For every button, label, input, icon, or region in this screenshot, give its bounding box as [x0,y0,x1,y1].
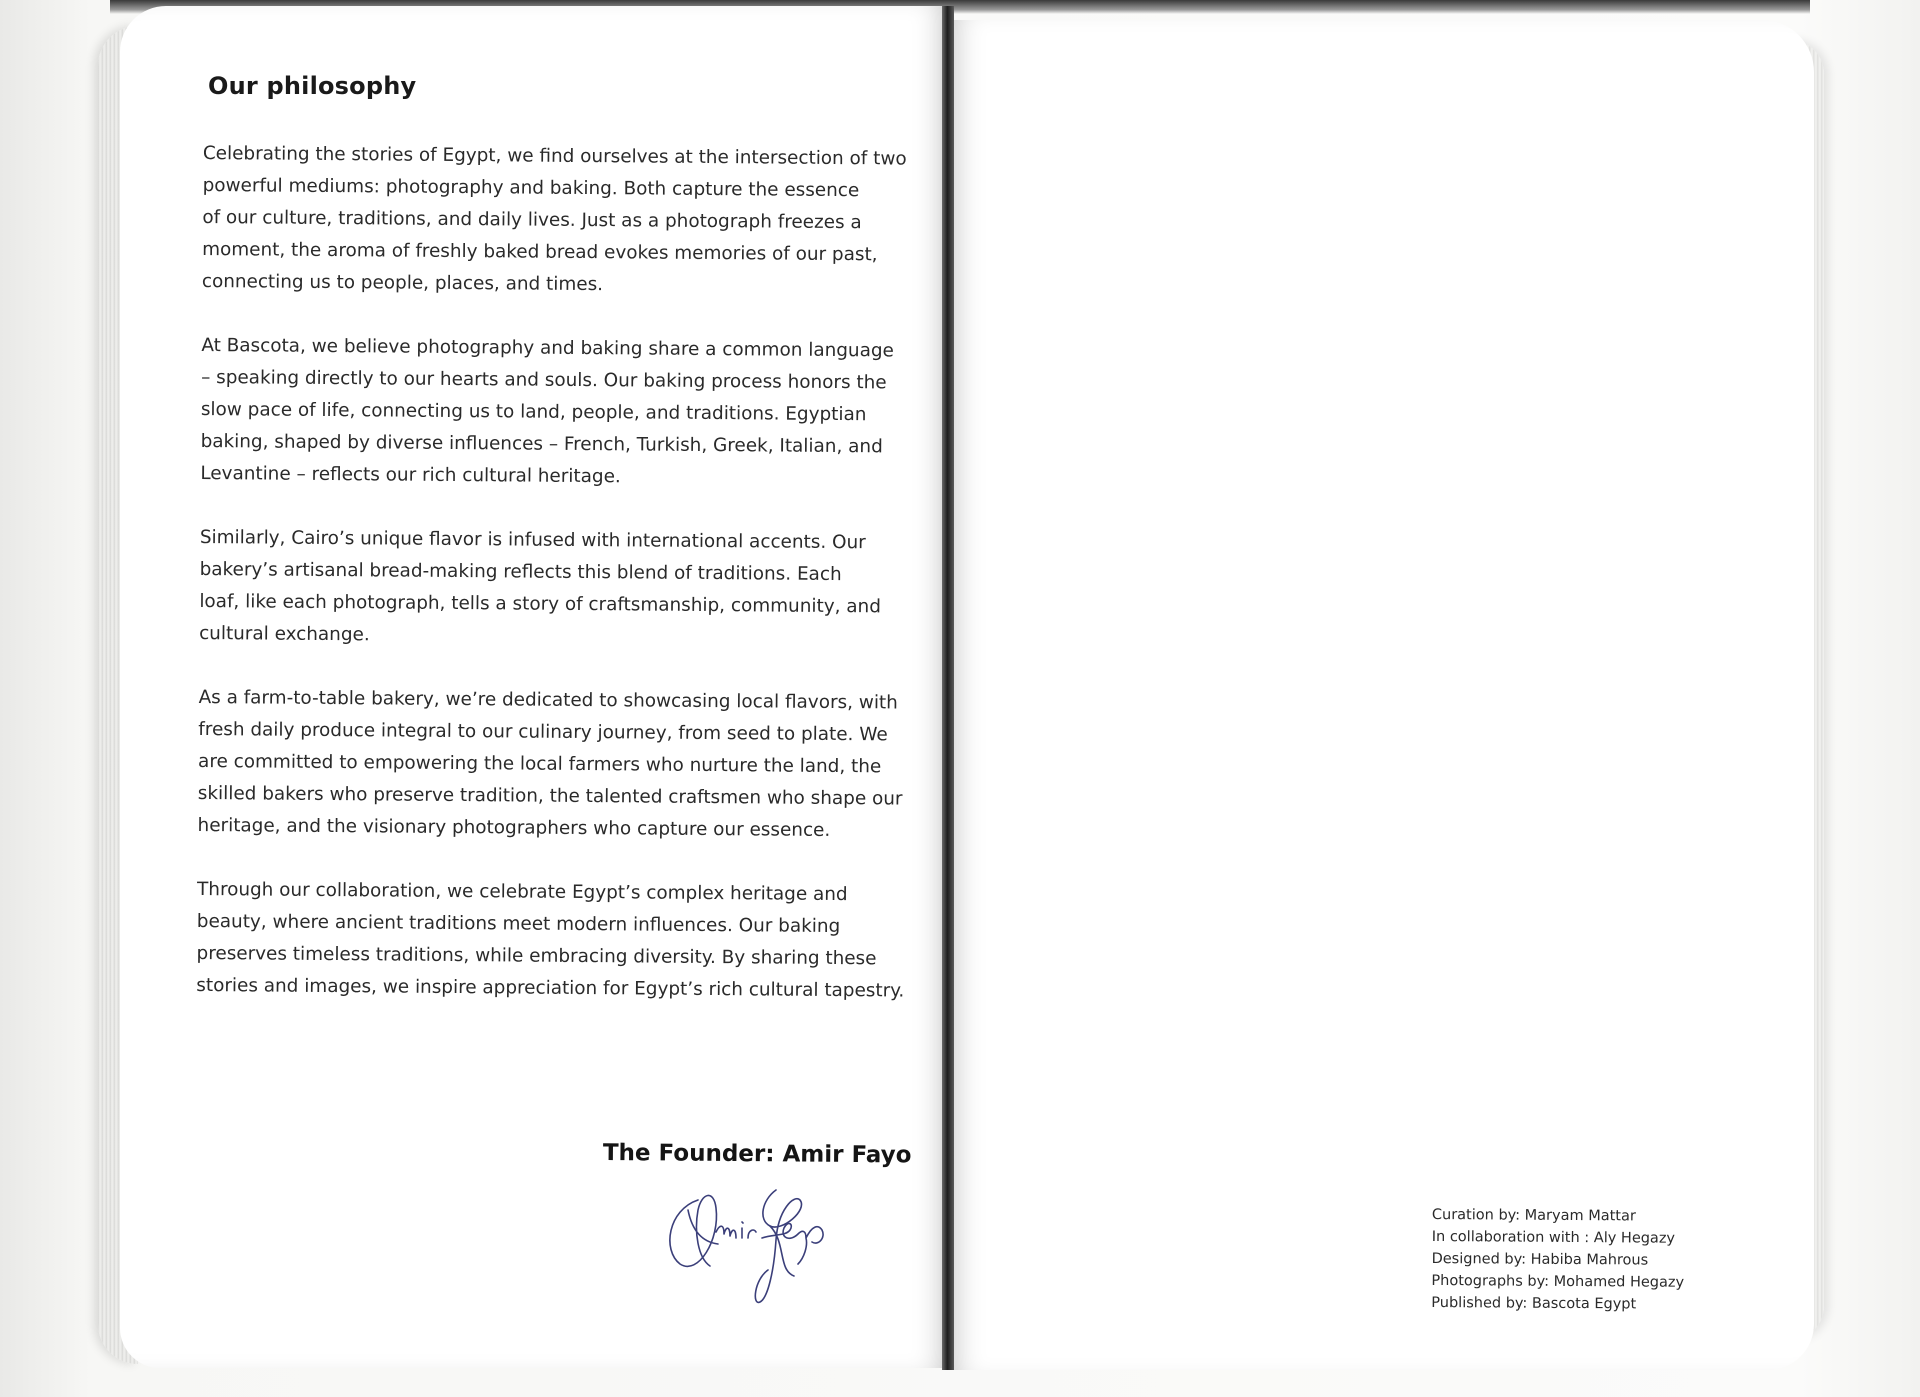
text-line: – speaking directly to our hearts and souls. Our baking process honors the [201,366,887,394]
credits-block [1431,1204,1684,1316]
text-line: skilled bakers who preserve tradition, the talented craftsmen who shape our [197,782,903,810]
credit-design: Designed by: Habiba Mahrous [1431,1250,1649,1269]
text-line: connecting us to people, places, and times. [201,270,604,296]
text-line: of our culture, traditions, and daily lives. Just as a photograph freezes a [202,206,862,234]
text-line: beauty, where ancient traditions meet modern influences. Our baking [196,910,841,938]
text-line: stories and images, we inspire appreciation for Egypt’s rich cultural tapestry. [196,974,905,1002]
text-line: slow pace of life, connecting us to land, people, and traditions. Egyptian [200,398,867,426]
text-line: Similarly, Cairo’s unique flavor is infused with international accents. Our [199,526,866,554]
text-line: heritage, and the visionary photographers who capture our essence. [197,814,831,841]
text-line: loaf, like each photograph, tells a story of craftsmanship, community, and [199,590,881,618]
text-line: moment, the aroma of freshly baked bread evokes memories of our past, [202,238,878,266]
signature-icon [658,1180,848,1310]
text-line: baking, shaped by diverse influences – French, Turkish, Greek, Italian, and [200,430,883,458]
credit-curation: Curation by: Maryam Mattar [1431,1206,1636,1225]
philosophy-text [196,138,923,1040]
text-line: preserves timeless traditions, while embracing diversity. By sharing these [196,942,877,970]
founder-signature [658,1180,848,1310]
credit-collaboration: In collaboration with : Aly Hegazy [1431,1228,1676,1247]
paragraph [196,874,917,1008]
paragraph [199,522,920,656]
text-line: As a farm-to-table bakery, we’re dedicated to showcasing local flavors, with [198,686,898,714]
right-page [948,20,1814,1370]
paragraph [197,682,918,848]
text-line: Celebrating the stories of Egypt, we find ourselves at the intersection of two [202,142,907,170]
page-title: Our philosophy [208,72,417,100]
text-line: Through our collaboration, we celebrate Egypt’s complex heritage and [197,878,848,906]
text-line: bakery’s artisanal bread-making reflects this blend of traditions. Each [199,558,842,586]
text-line: Levantine – reflects our rich cultural heritage. [200,462,621,488]
credit-photographs: Photographs by: Mohamed Hegazy [1431,1272,1685,1291]
credit-publisher: Published by: Bascota Egypt [1431,1294,1637,1313]
text-line: are committed to empowering the local farmers who nurture the land, the [198,750,882,778]
text-line: cultural exchange. [199,622,370,646]
paragraph [202,138,923,304]
text-line: powerful mediums: photography and baking. Both capture the essence [202,174,860,202]
founder-name: The Founder: Amir Fayo [602,1140,912,1169]
paragraph [200,330,921,496]
book-gutter [942,6,954,1370]
text-line: fresh daily produce integral to our culinary journey, from seed to plate. We [198,718,888,746]
text-line: At Bascota, we believe photography and baking share a common language [201,334,894,362]
